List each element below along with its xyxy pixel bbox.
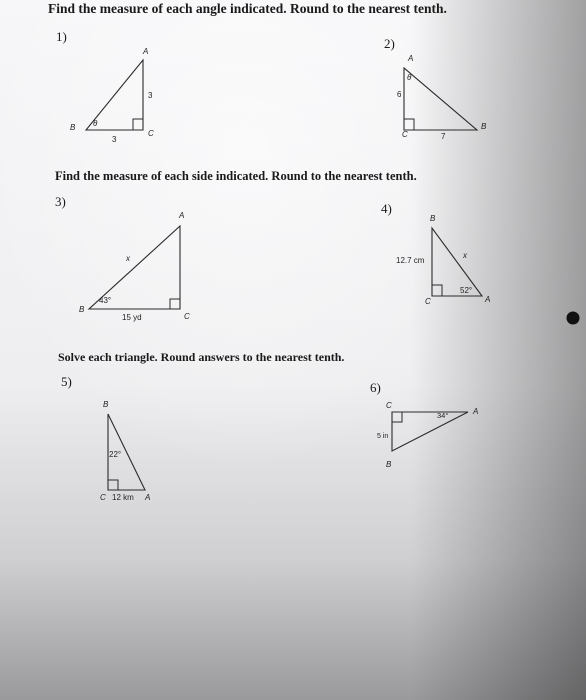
vertex-label: B [430, 214, 436, 223]
problem-number: 1) [56, 29, 67, 44]
side-label: 6 [397, 90, 402, 99]
vertex-label: B [386, 460, 392, 469]
vertex-label: C [184, 312, 190, 321]
vertex-label: A [485, 295, 491, 304]
side-label: 7 [441, 132, 446, 141]
angle-label: θ [93, 119, 98, 128]
side-label: 5 in [377, 433, 389, 440]
vertex-label: B [103, 400, 109, 409]
vertex-label: A [473, 407, 479, 416]
vertex-label: A [143, 47, 149, 56]
side-label: x [126, 254, 130, 263]
side-label: 12.7 cm [396, 256, 425, 265]
vertex-label: B [70, 123, 76, 132]
side-label: x [463, 251, 467, 260]
vertex-label: C [148, 129, 154, 138]
angle-label: 52° [460, 286, 473, 295]
problem-number: 2) [384, 36, 395, 51]
side-label: 3 [148, 91, 153, 100]
side-label: 15 yd [122, 313, 142, 322]
vertex-label: C [402, 130, 408, 139]
heading-solve: Solve each triangle. Round answers to the nearest tenth. [58, 350, 345, 364]
problem-number: 5) [61, 374, 72, 389]
vertex-label: A [179, 211, 185, 220]
hole-punch [567, 312, 580, 325]
angle-label: 34° [437, 411, 449, 420]
vertex-label: B [481, 122, 487, 131]
problem-number: 4) [381, 201, 392, 216]
heading-sides: Find the measure of each side indicated. Round to the nearest tenth. [55, 169, 417, 183]
angle-label: 22° [109, 450, 122, 459]
side-label: 3 [112, 135, 117, 144]
problem-number: 6) [370, 380, 381, 395]
vertex-label: C [100, 493, 106, 502]
vertex-label: B [79, 305, 85, 314]
side-label: 12 km [112, 493, 134, 502]
vertex-label: C [425, 297, 431, 306]
vertex-label: A [408, 54, 414, 63]
angle-label: θ [407, 73, 412, 82]
angle-label: 43° [99, 296, 112, 305]
vertex-label: C [386, 401, 392, 410]
heading-angles: Find the measure of each angle indicated. Round to the nearest tenth. [48, 1, 447, 16]
vertex-label: A [145, 493, 151, 502]
problem-number: 3) [55, 194, 66, 209]
